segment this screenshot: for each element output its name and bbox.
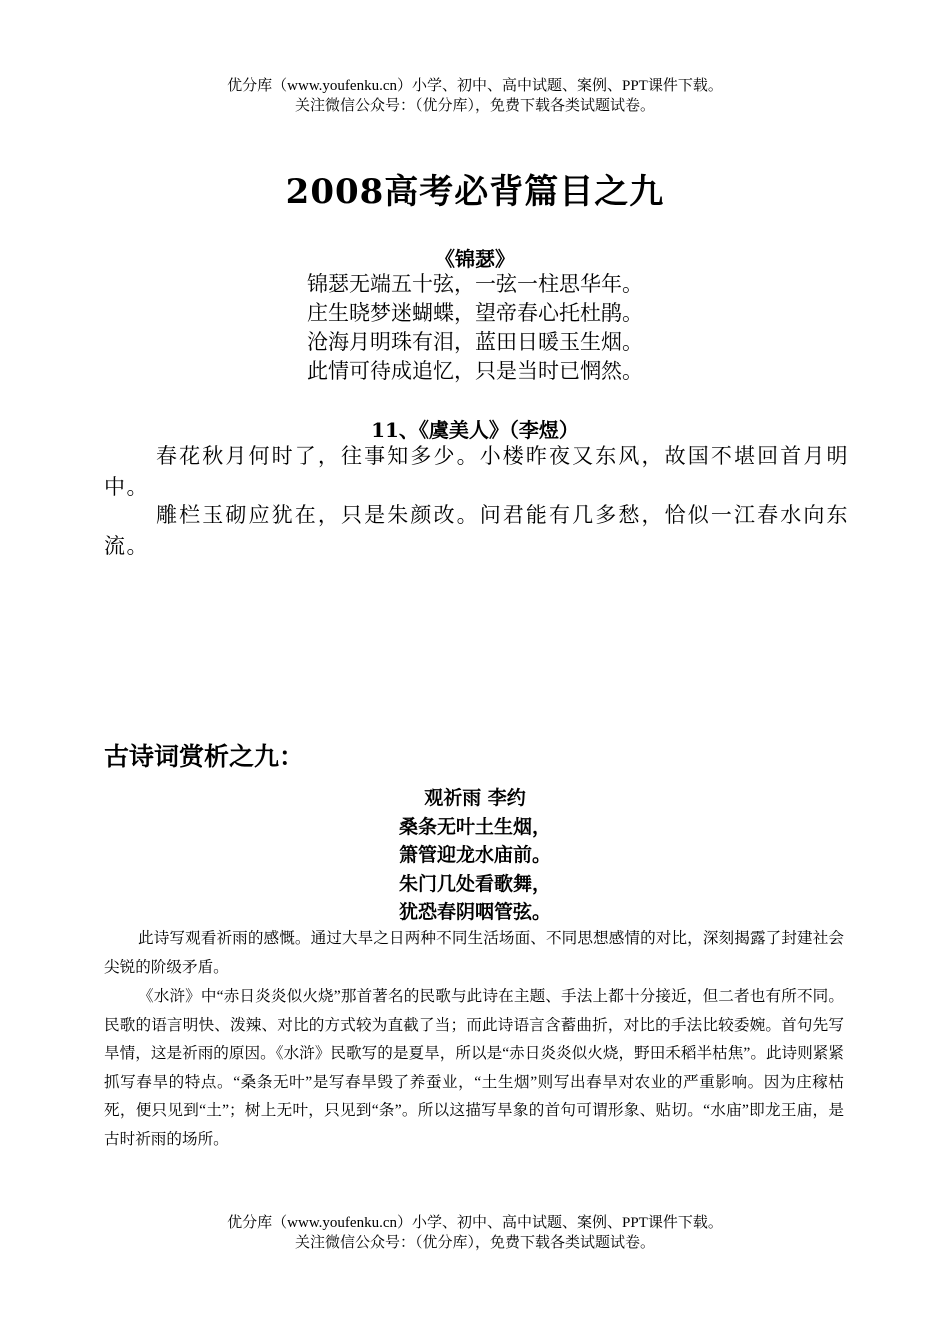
poem-paragraph: 雕栏玉砌应犹在，只是朱颜改。问君能有几多愁，恰似一江春水向东流。 bbox=[104, 503, 849, 558]
poem-paragraph: 春花秋月何时了，往事知多少。小楼昨夜又东风，故国不堪回首月明中。 bbox=[104, 444, 849, 499]
poem-line: 沧海月明珠有泪，蓝田日暖玉生烟。 bbox=[307, 330, 643, 354]
poem-title-jinse: 《锦瑟》 bbox=[435, 247, 515, 271]
analysis-paragraph: 《水浒》中“赤日炎炎似火烧”那首著名的民歌与此诗在主题、手法上都十分接近，但二者也有所不同。民歌的语言明快、泼辣、对比的方式较为直截了当；而此诗语言含蓄曲折，对比的手法比较委婉。首句先写旱情，这是祈雨的原因。《水浒》民歌写的是夏旱，所以是“赤日炎炎似火烧，野田禾稻半枯焦”。此诗则紧紧抓写春旱的特点。“桑条无叶”是写春旱毁了养蚕业，“土生烟”则写出春旱对农业的严重影响。因为庄稼枯死，便只见到“土”；树上无叶，只见到“条”。所以这描写旱象的首句可谓形象、贴切。“水庙”即龙王庙，是古时祈雨的场所。 bbox=[104, 988, 844, 1148]
poem-line: 犹恐春阴咽管弦。 bbox=[398, 901, 551, 923]
poem-line: 锦瑟无端五十弦，一弦一柱思华年。 bbox=[307, 272, 643, 296]
poem-jinse bbox=[0, 270, 950, 386]
header-line-1: 优分库（www.youfenku.cn）小学、初中、高中试题、案例、PPT课件下载。 bbox=[227, 78, 723, 94]
footer-line-2: 关注微信公众号：（优分库），免费下载各类试题试卷。 bbox=[294, 1235, 655, 1251]
page-header bbox=[0, 76, 950, 116]
page-footer bbox=[0, 1213, 950, 1253]
poem-line: 此情可待成追忆，只是当时已惘然。 bbox=[307, 359, 643, 383]
footer-line-1: 优分库（www.youfenku.cn）小学、初中、高中试题、案例、PPT课件下载。 bbox=[227, 1215, 723, 1231]
section-heading: 古诗词赏析之九： bbox=[104, 742, 305, 771]
analysis-paragraph: 此诗写观看祈雨的感慨。通过大旱之日两种不同生活场面、不同思想感情的对比，深刻揭露了封建社会尖锐的阶级矛盾。 bbox=[104, 930, 844, 976]
poem-line: 箫管迎龙水庙前。 bbox=[398, 844, 551, 866]
header-line-2: 关注微信公众号：（优分库），免费下载各类试题试卷。 bbox=[294, 98, 655, 114]
poem-line: 庄生晓梦迷蝴蝶，望帝春心托杜鹃。 bbox=[307, 301, 643, 325]
poem-guanqiyu bbox=[0, 784, 950, 927]
page-title: 2008高考必背篇目之九 bbox=[285, 172, 665, 212]
poem-title-author: 观祈雨 李约 bbox=[424, 787, 526, 809]
poem-line: 朱门几处看歌舞， bbox=[398, 872, 551, 895]
poem-title-yumeiren: 11、《虞美人》（李煜） bbox=[371, 418, 579, 442]
poem-line: 桑条无叶土生烟， bbox=[398, 815, 551, 838]
